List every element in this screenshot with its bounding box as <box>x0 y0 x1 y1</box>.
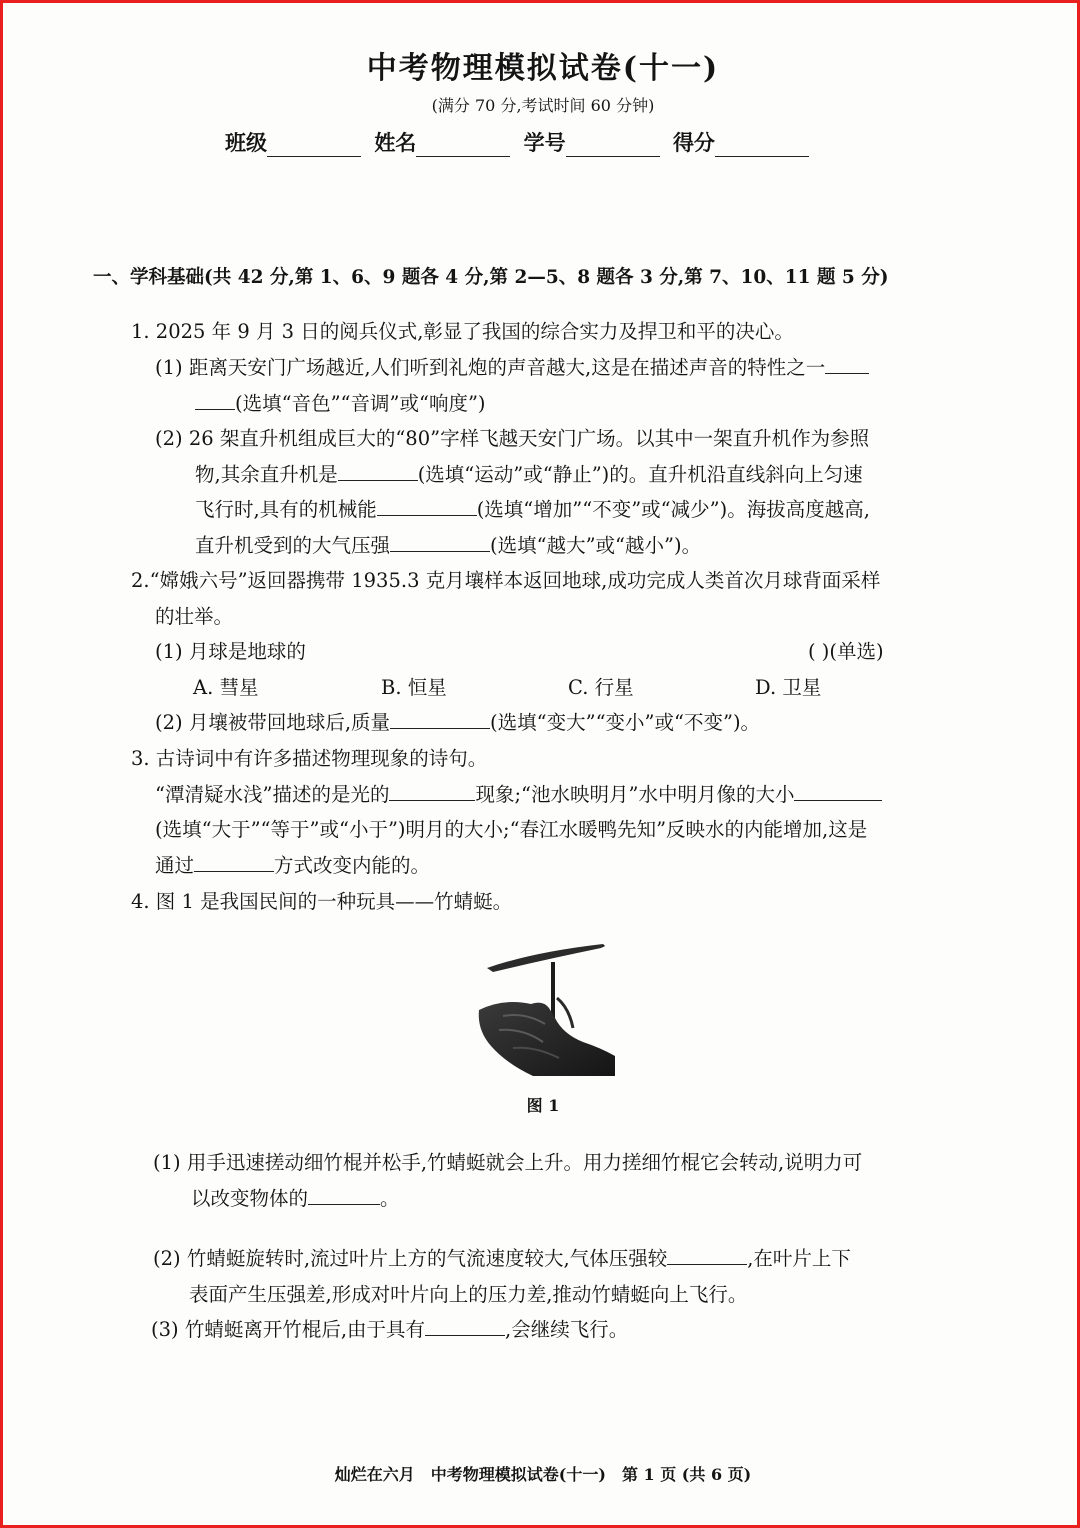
footer-brand: 灿烂在六月 <box>334 1465 415 1484</box>
student-info-row <box>225 127 815 157</box>
q2-part2 <box>155 707 760 735</box>
q4-stem: 4. 图 1 是我国民间的一种玩具——竹蜻蜓。 <box>131 890 513 913</box>
bamboo-dragonfly-figure <box>473 938 623 1078</box>
q4-part1-line1: (1) 用手迅速搓动细竹棍并松手,竹蜻蜓就会上升。用力搓细竹棍它会转动,说明力可 <box>153 1151 863 1174</box>
q1-part1-line2 <box>195 388 486 416</box>
q1-energy-blank[interactable] <box>377 497 477 516</box>
q4-part3-text-b: ,会继续飞行。 <box>505 1318 629 1341</box>
q4-part1-line2 <box>191 1183 400 1211</box>
q3-text-b: 现象;“池水映明月”水中明月像的大小 <box>475 783 795 806</box>
q1-motion-blank[interactable] <box>338 462 418 481</box>
q1-part2-line1: (2) 26 架直升机组成巨大的“80”字样飞越天安门广场。以其中一架直升机作为参照 <box>155 427 870 450</box>
q4-part3-text-a: (3) 竹蜻蜓离开竹棍后,由于具有 <box>151 1318 426 1341</box>
section-heading: 一、学科基础(共 42 分,第 1、6、9 题各 4 分,第 2—5、8 题各 3 分,第 7、10、11 题 5 分) <box>93 267 889 288</box>
name-blank[interactable] <box>416 134 510 157</box>
class-blank[interactable] <box>267 134 361 157</box>
q2-stem-line2: 的壮举。 <box>155 605 234 628</box>
q1-part1-choices: (选填“音色”“音调”或“响度”) <box>235 392 486 415</box>
q4-part1-text-a: 以改变物体的 <box>191 1187 309 1210</box>
q1-part2-text-f: (选填“越大”或“越小”)。 <box>490 534 702 557</box>
q2-option-d[interactable]: D. 卫星 <box>755 676 822 699</box>
field-label-class: 班级 <box>225 130 267 155</box>
q1-part2-line3 <box>195 494 870 522</box>
q2-mass-blank[interactable] <box>390 710 490 729</box>
q2-option-a[interactable]: A. 彗星 <box>193 676 259 699</box>
q1-part2-text-c: 飞行时,具有的机械能 <box>195 498 377 521</box>
q3-light-blank[interactable] <box>389 782 475 801</box>
field-label-id: 学号 <box>523 130 566 155</box>
q2-part2-text-b: (选填“变大”“变小”或“不变”)。 <box>490 711 761 734</box>
q4-pressure-blank[interactable] <box>667 1246 747 1265</box>
q3-line2: (选填“大于”“等于”或“小于”)明月的大小;“春江水暖鸭先知”反映水的内能增加,这是 <box>155 818 868 841</box>
field-label-score: 得分 <box>672 130 715 155</box>
q3-text-a: “潭清疑水浅”描述的是光的 <box>155 783 390 806</box>
q4-part1-text-b: 。 <box>380 1187 400 1210</box>
q2-stem-line1: 2.“嫦娥六号”返回器携带 1935.3 克月壤样本返回地球,成功完成人类首次月球背面采样 <box>131 569 881 592</box>
q2-option-b[interactable]: B. 恒星 <box>381 676 447 699</box>
score-blank[interactable] <box>715 134 809 157</box>
exam-subtitle: (满分 70 分,考试时间 60 分钟) <box>431 96 655 115</box>
q1-part2-line2 <box>195 459 863 487</box>
q3-text-c: 通过 <box>155 854 195 877</box>
footer-exam-name: 中考物理模拟试卷(十一) <box>430 1465 606 1484</box>
q1-stem: 1. 2025 年 9 月 3 日的阅兵仪式,彰显了我国的综合实力及捍卫和平的决心。 <box>131 320 794 343</box>
q3-line1 <box>155 779 882 807</box>
q4-part2-text-b: ,在叶片上下 <box>747 1247 851 1270</box>
q4-part2-line1 <box>153 1243 851 1271</box>
q3-line3 <box>155 850 430 878</box>
q1-pressure-blank[interactable] <box>390 533 490 552</box>
q1-part2-text-e: 直升机受到的大气压强 <box>195 534 391 557</box>
page-footer <box>3 1462 1080 1485</box>
exam-title: 中考物理模拟试卷(十一) <box>366 51 720 86</box>
q3-method-blank[interactable] <box>194 853 274 872</box>
q1-part2-text-b: (选填“运动”或“静止”)的。直升机沿直线斜向上匀速 <box>417 463 863 486</box>
q1-part2-text-d: (选填“增加”“不变”或“减少”)。海拔高度越高, <box>476 498 870 521</box>
q4-part2-line2: 表面产生压强差,形成对叶片向上的压力差,推动竹蜻蜓向上飞行。 <box>189 1283 748 1306</box>
q4-inertia-blank[interactable] <box>425 1317 505 1336</box>
bamboo-dragonfly-illustration <box>473 938 623 1078</box>
field-label-name: 姓名 <box>374 130 417 155</box>
q1-part1-line1 <box>155 352 869 380</box>
q4-part3 <box>151 1314 628 1342</box>
q2-option-c[interactable]: C. 行星 <box>568 676 634 699</box>
q1-part1-blank-cont[interactable] <box>195 391 235 410</box>
q2-answer-bracket[interactable]: ( )(单选) <box>808 640 884 663</box>
q1-part1-blank[interactable] <box>825 355 869 374</box>
footer-page-number: 第 1 页 (共 6 页) <box>621 1465 752 1484</box>
q3-size-blank[interactable] <box>794 782 882 801</box>
q2-part2-text-a: (2) 月壤被带回地球后,质量 <box>155 711 391 734</box>
q2-part1: (1) 月球是地球的 <box>155 640 306 663</box>
q3-text-d: 方式改变内能的。 <box>274 854 431 877</box>
id-blank[interactable] <box>566 134 660 157</box>
q1-part2-text-a: 物,其余直升机是 <box>195 463 338 486</box>
q4-force-blank[interactable] <box>308 1186 380 1205</box>
figure-caption: 图 1 <box>526 1096 560 1115</box>
q1-part1-text: (1) 距离天安门广场越近,人们听到礼炮的声音越大,这是在描述声音的特性之一 <box>155 356 826 379</box>
q3-stem: 3. 古诗词中有许多描述物理现象的诗句。 <box>131 747 488 770</box>
q1-part2-line4 <box>195 530 701 558</box>
q4-part2-text-a: (2) 竹蜻蜓旋转时,流过叶片上方的气流速度较大,气体压强较 <box>153 1247 668 1270</box>
